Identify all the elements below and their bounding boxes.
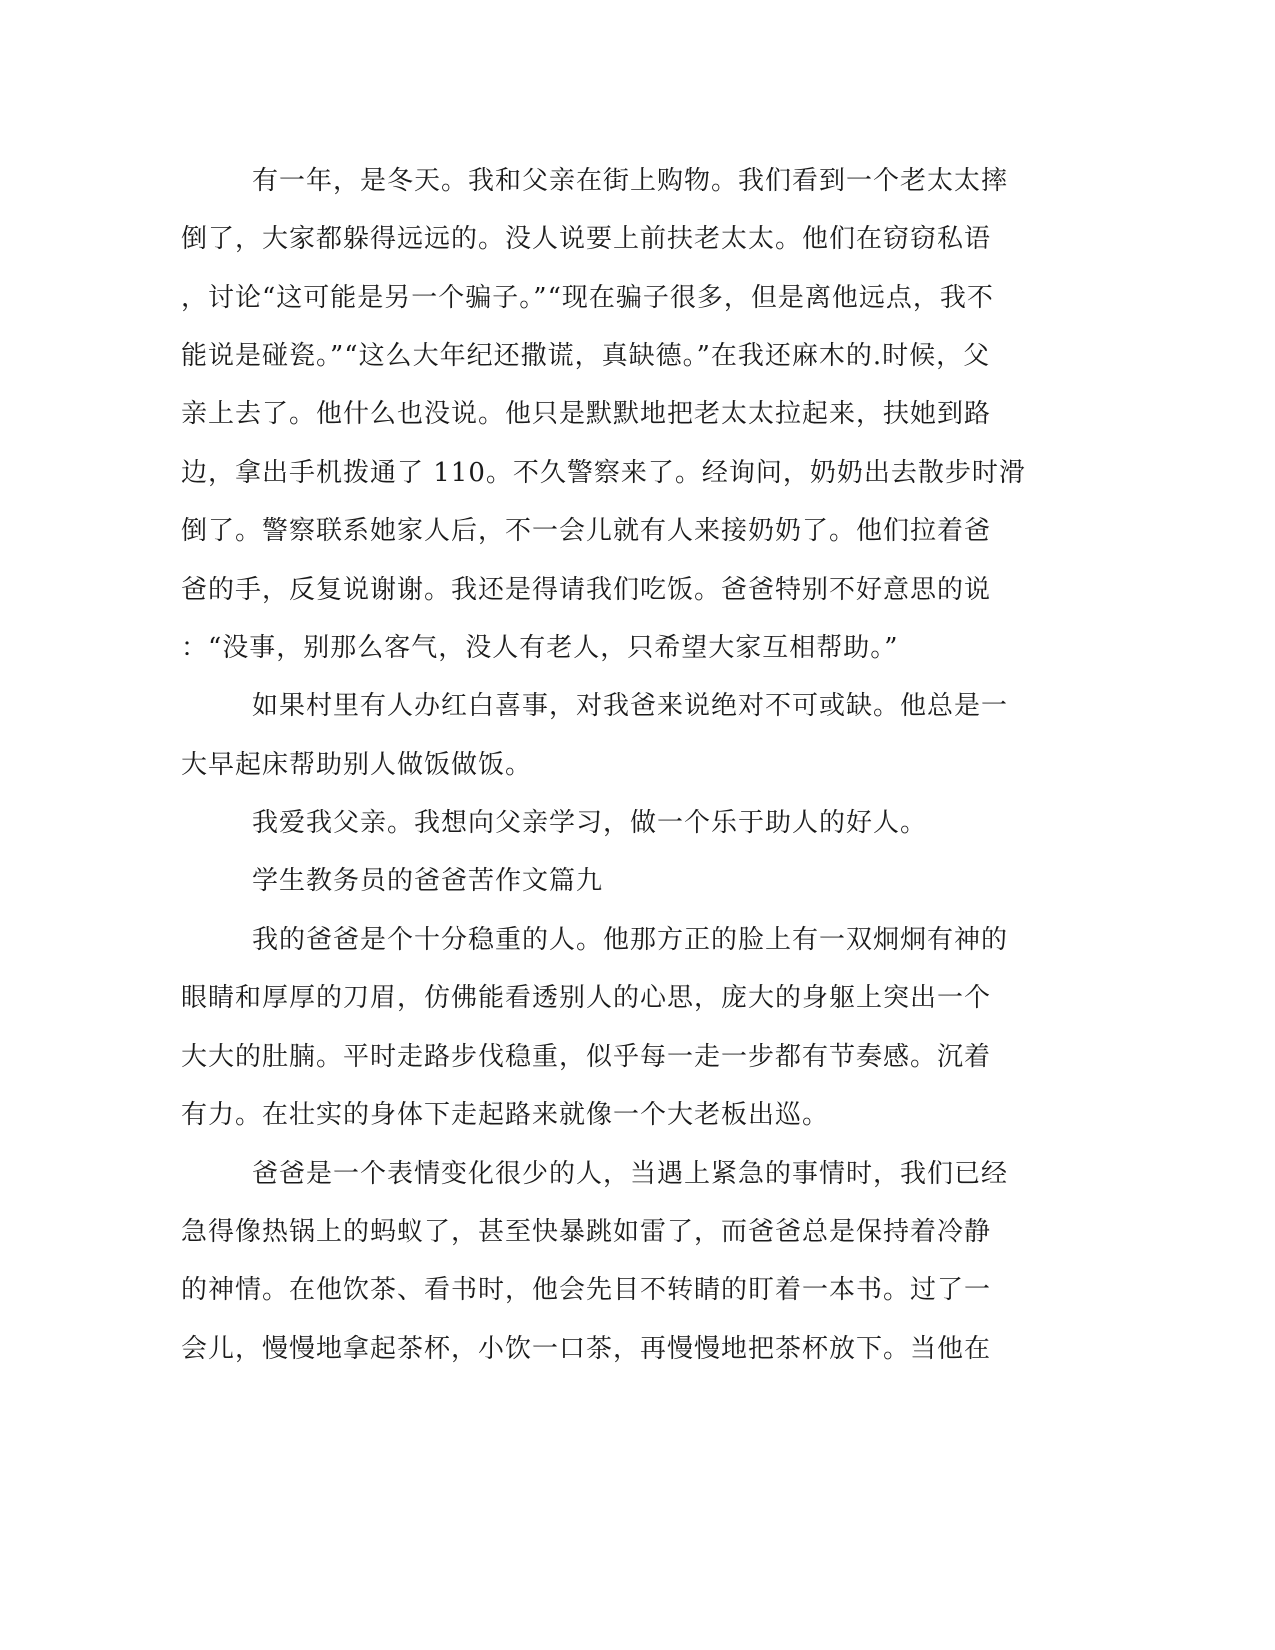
paragraph-3-line-1: 我爱我父亲。我想向父亲学习，做一个乐于助人的好人。: [252, 808, 928, 838]
paragraph-2-line-1: 如果村里有人办红白喜事，对我爸来说绝对不可或缺。他总是一: [252, 691, 1009, 721]
paragraph-1-line-7: 倒了。警察联系她家人后，不一会儿就有人来接奶奶了。他们拉着爸: [181, 516, 992, 546]
paragraph-1-line-9: ：“没事，别那么客气，没人有老人，只希望大家互相帮助。”: [181, 633, 899, 663]
paragraph-4-line-3: 大大的肚腩。平时走路步伐稳重，似乎每一走一步都有节奏感。沉着: [181, 1042, 992, 1072]
paragraph-5-line-1: 爸爸是一个表情变化很少的人，当遇上紧急的事情时，我们已经: [252, 1159, 1009, 1189]
paragraph-1-line-5: 亲上去了。他什么也没说。他只是默默地把老太太拉起来，扶她到路: [181, 399, 992, 429]
section-heading: 学生教务员的爸爸苦作文篇九: [252, 866, 604, 896]
paragraph-1-line-8: 爸的手，反复说谢谢。我还是得请我们吃饭。爸爸特别不好意思的说: [181, 575, 992, 605]
paragraph-4-line-4: 有力。在壮实的身体下走起路来就像一个大老板出巡。: [181, 1100, 830, 1130]
paragraph-5-line-2: 急得像热锅上的蚂蚁了，甚至快暴跳如雷了，而爸爸总是保持着冷静: [181, 1217, 992, 1247]
paragraph-1-line-2: 倒了，大家都躲得远远的。没人说要上前扶老太太。他们在窃窃私语: [181, 224, 992, 254]
paragraph-1-line-4: 能说是碰瓷。”“这么大年纪还撒谎，真缺德。”在我还麻木的.时候，父: [181, 341, 991, 371]
paragraph-4-line-1: 我的爸爸是个十分稳重的人。他那方正的脸上有一双炯炯有神的: [252, 925, 1009, 955]
paragraph-5-line-3: 的神情。在他饮茶、看书时，他会先目不转睛的盯着一本书。过了一: [181, 1275, 992, 1305]
paragraph-1-line-1: 有一年，是冬天。我和父亲在街上购物。我们看到一个老太太摔: [252, 166, 1009, 196]
paragraph-1-line-6: 边，拿出手机拨通了 110。不久警察来了。经询问，奶奶出去散步时滑: [181, 458, 1026, 488]
paragraph-2-line-2: 大早起床帮助别人做饭做饭。: [181, 750, 533, 780]
paragraph-4-line-2: 眼睛和厚厚的刀眉，仿佛能看透别人的心思，庞大的身躯上突出一个: [181, 983, 992, 1013]
paragraph-1-line-3: ，讨论“这可能是另一个骗子。”“现在骗子很多，但是离他远点，我不: [181, 283, 994, 313]
paragraph-5-line-4: 会儿，慢慢地拿起茶杯，小饮一口茶，再慢慢地把茶杯放下。当他在: [181, 1334, 992, 1364]
